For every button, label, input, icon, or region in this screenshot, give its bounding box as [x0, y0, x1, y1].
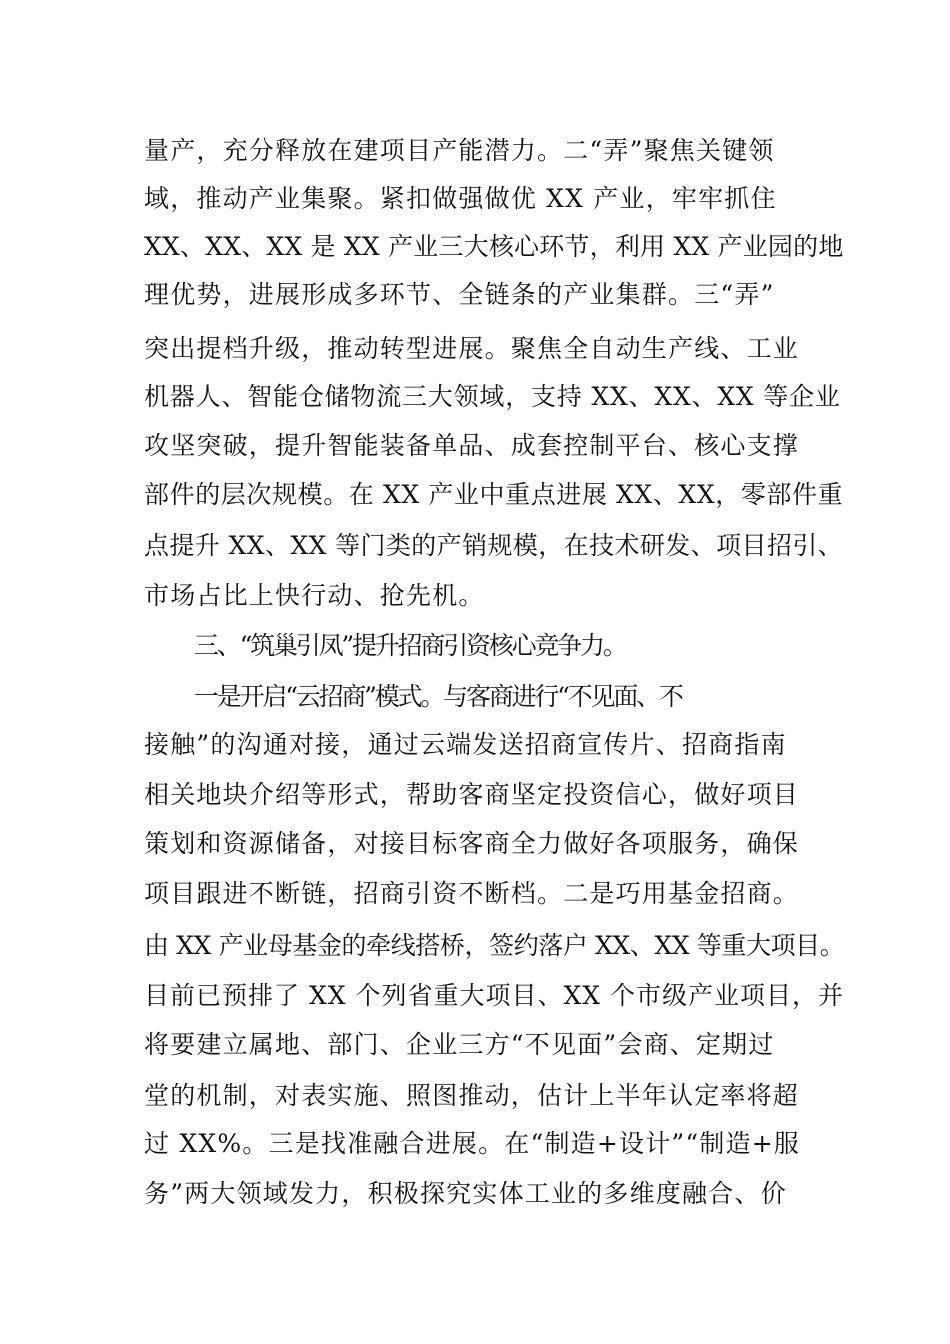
text-line: 市场占比上快行动、抢先机。: [144, 581, 485, 610]
text-line: 点提升 XX、XX 等门类的产销规模，在技术研发、项目招引、: [144, 531, 844, 560]
text-line: 量产，充分释放在建项目产能潜力。二“弄”聚焦关键领: [144, 136, 775, 165]
section-heading: 三、“筑巢引凤”提升招商引资核心竞争力。: [194, 631, 626, 660]
text-line: 相关地块介绍等形式，帮助客商坚定投资信心，做好项目: [144, 780, 800, 809]
text-line: 策划和资源储备，对接目标客商全力做好各项服务，确保: [144, 829, 800, 858]
text-line: 机器人、智能仓储物流三大领域，支持 XX、XX、XX 等企业: [144, 382, 841, 411]
text-line: 一是开启“云招商”模式。与客商进行“不见面、不: [194, 682, 682, 711]
text-line: 理优势，进展形成多环节、全链条的产业集群。三“弄”: [144, 280, 775, 309]
text-line: 务”两大领域发力，积极探究实体工业的多维度融合、价: [144, 1179, 787, 1208]
text-line: 部件的层次规模。在 XX 产业中重点进展 XX、XX，零部件重: [144, 480, 844, 509]
text-line: 域，推动产业集聚。紧扣做强做优 XX 产业，牢牢抓住: [144, 184, 777, 213]
text-line: 接触”的沟通对接，通过云端发送招商宣传片、招商指南: [144, 730, 787, 759]
text-line: XX、XX、XX 是 XX 产业三大核心环节，利用 XX 产业园的地: [144, 232, 844, 261]
text-line: 将要建立属地、部门、企业三方“不见面”会商、定期过: [144, 1030, 775, 1059]
text-line: 由 XX 产业母基金的牵线搭桥，签约落户 XX、XX 等重大项目。: [144, 931, 845, 960]
text-line: 目前已预排了 XX 个列省重大项目、XX 个市级产业项目，并: [144, 981, 845, 1010]
text-line: 突出提档升级，推动转型进展。聚焦全自动生产线、工业: [144, 334, 800, 363]
text-line: 项目跟进不断链，招商引资不断档。二是巧用基金招商。: [144, 879, 800, 908]
text-line: 攻坚突破，提升智能装备单品、成套控制平台、核心支撑: [144, 431, 800, 460]
text-line: 过 XX%。三是找准融合进展。在“制造+设计”“制造+服: [144, 1129, 801, 1158]
text-line: 堂的机制，对表实施、照图推动，估计上半年认定率将超: [144, 1081, 800, 1110]
